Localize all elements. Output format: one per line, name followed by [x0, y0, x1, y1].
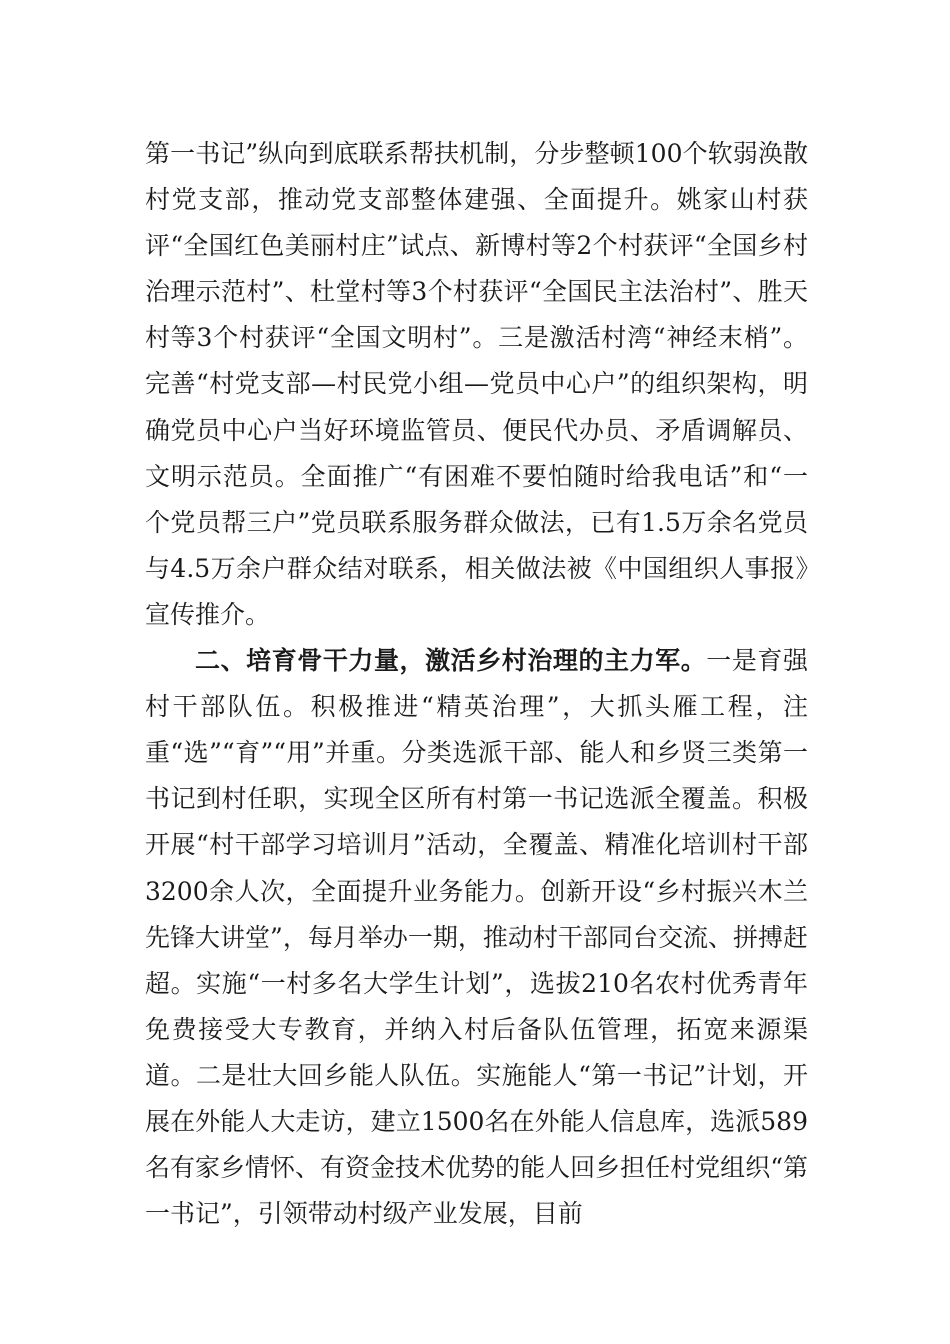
paragraph-continued [145, 131, 808, 638]
body-text [145, 131, 808, 1237]
paragraph-body: 第一书记”纵向到底联系帮扶机制，分步整顿100个软弱涣散村党支部，推动党支部整体建强、全面提升。姚家山村获评“全国红色美丽村庄”试点、新博村等2个村获评“全国乡村治理示范村”、杜堂村等3个村获评“全国民主法治村”、胜天村等3个村获评“全国文明村”。三是激活村湾“神经末梢”。完善“村党支部—村民党小组—党员中心户”的组织架构，明确党员中心户当好环境监管员、便民代办员、矛盾调解员、文明示范员。全面推广“有困难不要怕随时给我电话”和“一个党员帮三户”党员联系服务群众做法，已有1.5万余名党员与4.5万余户群众结对联系，相关做法被《中国组织人事报》宣传推介。 [145, 139, 808, 629]
section-heading: 二、培育骨干力量，激活乡村治理的主力军。 [195, 646, 707, 676]
paragraph-section-two [145, 638, 808, 1237]
paragraph-body: 一是育强村干部队伍。积极推进“精英治理”，大抓头雁工程，注重“选”“育”“用”并重。分类选派干部、能人和乡贤三类第一书记到村任职，实现全区所有村第一书记选派全覆盖。积极开展“村干部学习培训月”活动，全覆盖、精准化培训村干部3200余人次，全面提升业务能力。创新开设“乡村振兴木兰先锋大讲堂”，每月举办一期，推动村干部同台交流、拼搏赶超。实施“一村多名大学生计划”，选拔210名农村优秀青年免费接受大专教育，并纳入村后备队伍管理，拓宽来源渠道。二是壮大回乡能人队伍。实施能人“第一书记”计划，开展在外能人大走访，建立1500名在外能人信息库，选派589名有家乡情怀、有资金技术优势的能人回乡担任村党组织“第一书记”，引领带动村级产业发展，目前 [145, 646, 808, 1229]
